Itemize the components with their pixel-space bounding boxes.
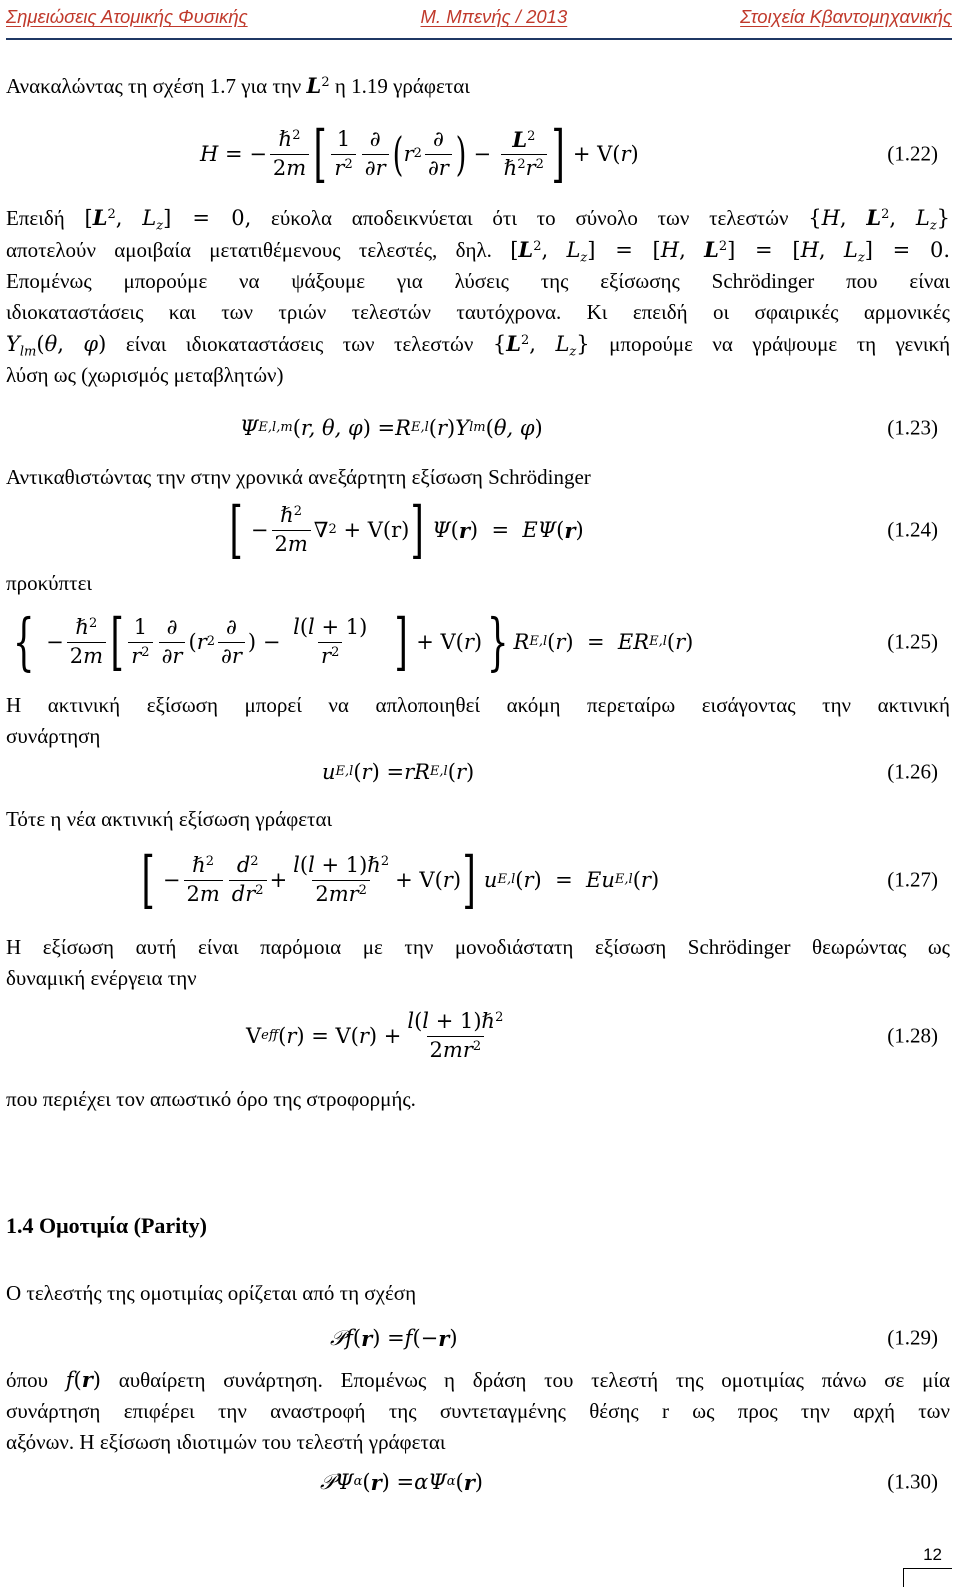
- equation-1-22: H = − $\frac{\hbar^2}{2m}$ [ $\frac{1}{r^2}$ $\frac{\partial}{\partial r}$ ( r 2 $\frac{\partial}{\partial r}$ ) − $\frac{L^2}{\hbar^2r^2}$ ] + V( r ) (1.22): [200, 117, 938, 190]
- equation-number: (1.22): [887, 141, 938, 166]
- equation-1-30: 𝒫Ψ α ( r ) = αΨ α ( r ) (1.30): [320, 1469, 938, 1495]
- paragraph-intro: Ανακαλώντας τη σχέση 1.7 για την $L^2$ η 1.19 γράφεται: [6, 73, 470, 98]
- equation-1-25: { − $\frac{\hbar^2}{2m}$ [ $\frac{1}{r^2}$ $\frac{\partial}{\partial r}$ ( r 2 $\frac{\partial}{\partial r}$ ) − $\frac{l(l + 1)}{r^2}$ ] + V( r ) } R E,l ( r ) = ER E,l ( r ) (1.25): [12, 605, 938, 678]
- header-center-link[interactable]: Μ. Μπενής / 2013: [420, 6, 568, 27]
- page-number-border: [903, 1568, 952, 1587]
- paragraph-parity-def: Ο τελεστής της ομοτιμίας ορίζεται από τη σχέση: [6, 1281, 417, 1305]
- paragraph-substitute: Αντικαθιστώντας την στην χρονικά ανεξάρτητη εξίσωση Schrödinger: [6, 465, 591, 489]
- equation-1-29: 𝒫f ( r ) = f (− r ) (1.29): [330, 1325, 938, 1351]
- paragraph-repulsive: που περιέχει τον απωστικό όρο της στροφορμής.: [6, 1087, 416, 1111]
- paragraph-radial: Η ακτινική εξίσωση μπορεί να απλοποιηθεί ακόμη περεταίρω εισάγοντας την ακτινική συνάρτηση: [6, 693, 950, 748]
- page-header: [6, 6, 952, 40]
- equation-1-26: u E,l ( r ) = rR E,l ( r ) (1.26): [322, 759, 938, 784]
- paragraph-parity-action: όπου f(r) αυθαίρετη συνάρτηση. Επομένως η δράση του τελεστή της ομοτιμίας πάνω σε μία συνάρτηση επιφέρει την αναστροφή της συντεταγμένης θέσης r ως προς την αρχή των αξόνων. Η εξίσωση ιδιοτιμών του τελεστή γράφεται: [6, 1367, 951, 1454]
- page-number: 12: [923, 1545, 942, 1564]
- paragraph-comparison: Η εξίσωση αυτή είναι παρόμοια με την μονοδιάστατη εξίσωση Schrödinger θεωρώντας ως δυναμική ενέργεια την: [6, 935, 950, 990]
- paragraph-commutation: Επειδή [$L^2$, $L_z] = 0$, εύκολα αποδεικνύεται ότι το σύνολο των τελεστών {H, $L^2$, $L_z$} αποτελούν αμοιβαία μετατιθέμενους τελεστές, δηλ. [$L^2$, $L_z] = [H$, $L^2] = [H$, $L_z] = 0$. Επομένως μπορούμε να ψάξουμε για λύσεις της εξίσωσης Schrödinger που είναι ιδιοκαταστάσεις και των τριών τελεστών ταυτόχρονα. Κι επειδή οι σφαιρικές αρμονικές $Y_{lm}(\theta$, φ) είναι ιδιοκαταστάσεις των τελεστών {$L^2$, $L_z$} μπορούμε να γράψουμε τη γενική λύση ως (χωρισμός μεταβλητών): [6, 205, 951, 387]
- section-title: 1.4 Ομοτιμία (Parity): [6, 1213, 207, 1238]
- header-right-link[interactable]: Στοιχεία Κβαντομηχανικής: [740, 6, 952, 27]
- paragraph-result: προκύπτει: [6, 571, 93, 595]
- equation-1-24: [ − $\frac{\hbar^2}{2m}$ ∇ 2 + V(r) ] Ψ ( r ) = EΨ ( r ) (1.24): [229, 493, 938, 566]
- equation-1-27: [ − $\frac{\hbar^2}{2m}$ $\frac{d^2}{dr^2}$ + $\frac{l(l + 1)\hbar^2}{2mr^2}$ + V( r ) ] u E,l ( r ) = Eu E,l ( r ) (1.27): [141, 843, 938, 916]
- paragraph-new-radial: Τότε η νέα ακτινική εξίσωση γράφεται: [6, 807, 333, 831]
- equation-1-28: V eff ( r ) = V( r ) + $\frac{l(l + 1)\hbar^2}{2mr^2}$ (1.28): [246, 1009, 938, 1062]
- equation-1-23: Ψ E,l,m ( r, θ, φ ) = R E,l ( r ) Y lm ( θ, φ ) (1.23): [240, 415, 938, 440]
- header-left-link[interactable]: Σημειώσεις Ατομικής Φυσικής: [6, 6, 248, 27]
